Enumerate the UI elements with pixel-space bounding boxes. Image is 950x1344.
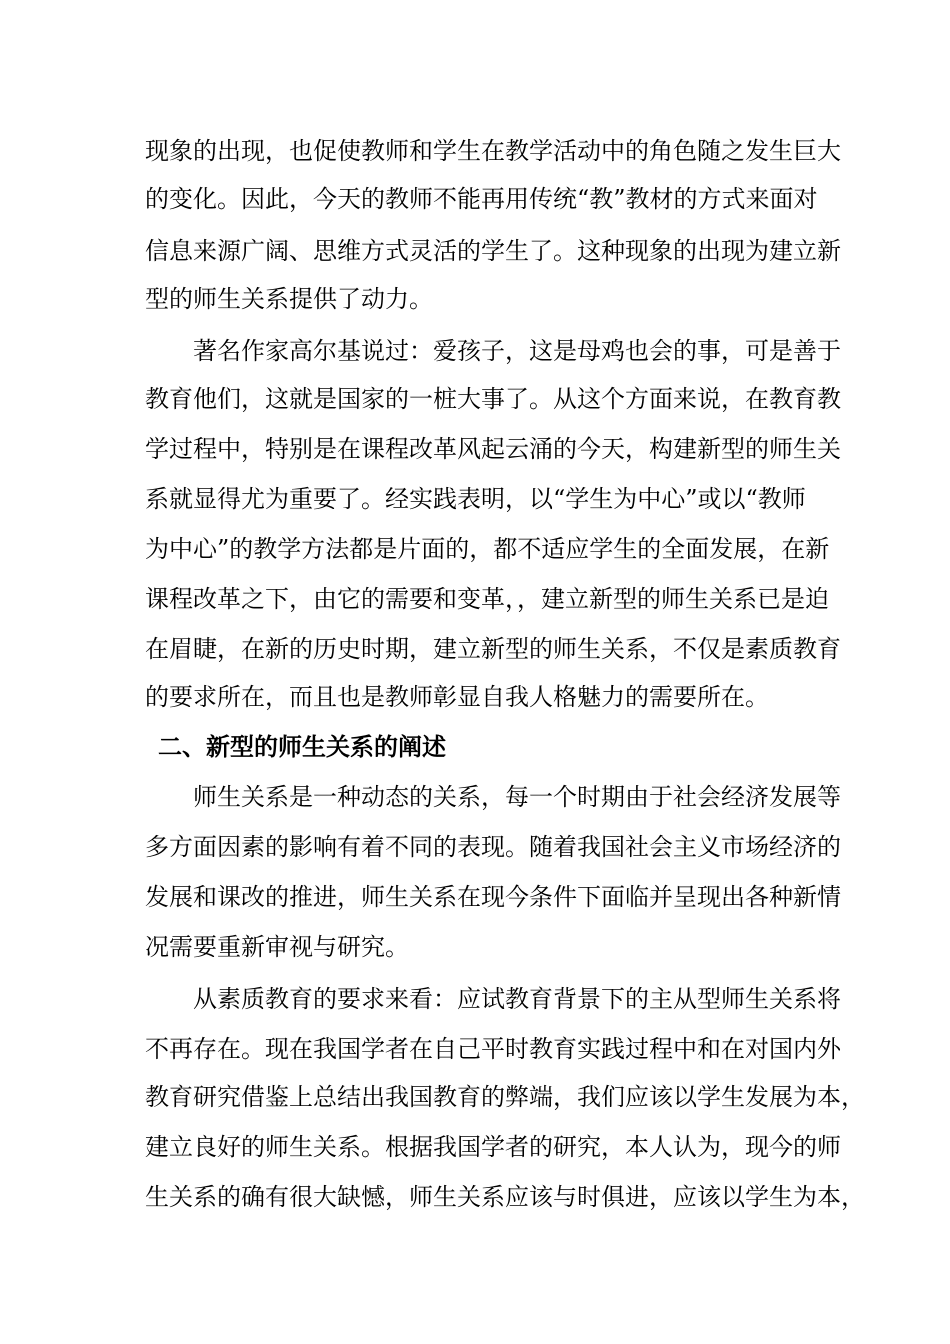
text-line: 现象的出现，也促使教师和学生在教学活动中的角色随之发生巨大 [145, 137, 841, 165]
text-line: 建立良好的师生关系。根据我国学者的研究，本人认为，现今的师 [145, 1133, 841, 1161]
text-line: 在眉睫，在新的历史时期，建立新型的师生关系，不仅是素质教育 [145, 635, 841, 663]
text-line: 多方面因素的影响有着不同的表现。随着我国社会主义市场经济的 [145, 833, 841, 861]
text-line: 为中心”的教学方法都是片面的，都不适应学生的全面发展，在新 [145, 535, 830, 563]
text-line: 发展和课改的推进，师生关系在现今条件下面临并呈现出各种新情 [145, 883, 841, 911]
text-line: 信息来源广阔、思维方式灵活的学生了。这种现象的出现为建立新 [145, 237, 841, 265]
text-line: 生关系的确有很大缺憾，师生关系应该与时俱进，应该以学生为本， [145, 1183, 865, 1211]
text-line: 的变化。因此，今天的教师不能再用传统“教”教材的方式来面对 [145, 185, 818, 213]
text-line: 系就显得尤为重要了。经实践表明，以“学生为中心”或以“教师 [145, 485, 806, 513]
text-line: 况需要重新审视与研究。 [145, 933, 409, 961]
text-line: 不再存在。现在我国学者在自己平时教育实践过程中和在对国内外 [145, 1035, 841, 1063]
text-line: 教育他们，这就是国家的一桩大事了。从这个方面来说，在教育教 [145, 385, 841, 413]
text-line: 型的师生关系提供了动力。 [145, 285, 433, 313]
text-line: 师生关系是一种动态的关系，每一个时期由于社会经济发展等 [145, 783, 841, 811]
text-line: 从素质教育的要求来看：应试教育背景下的主从型师生关系将 [145, 985, 841, 1013]
section-heading: 二、新型的师生关系的阐述 [158, 733, 446, 761]
text-line: 课程改革之下，由它的需要和变革，，建立新型的师生关系已是迫 [145, 585, 829, 613]
text-line: 教育研究借鉴上总结出我国教育的弊端，我们应该以学生发展为本， [145, 1083, 865, 1111]
text-line: 学过程中，特别是在课程改革风起云涌的今天，构建新型的师生关 [145, 435, 841, 463]
text-line: 的要求所在，而且也是教师彰显自我人格魅力的需要所在。 [145, 683, 769, 711]
text-line: 著名作家高尔基说过：爱孩子，这是母鸡也会的事，可是善于 [145, 337, 841, 365]
